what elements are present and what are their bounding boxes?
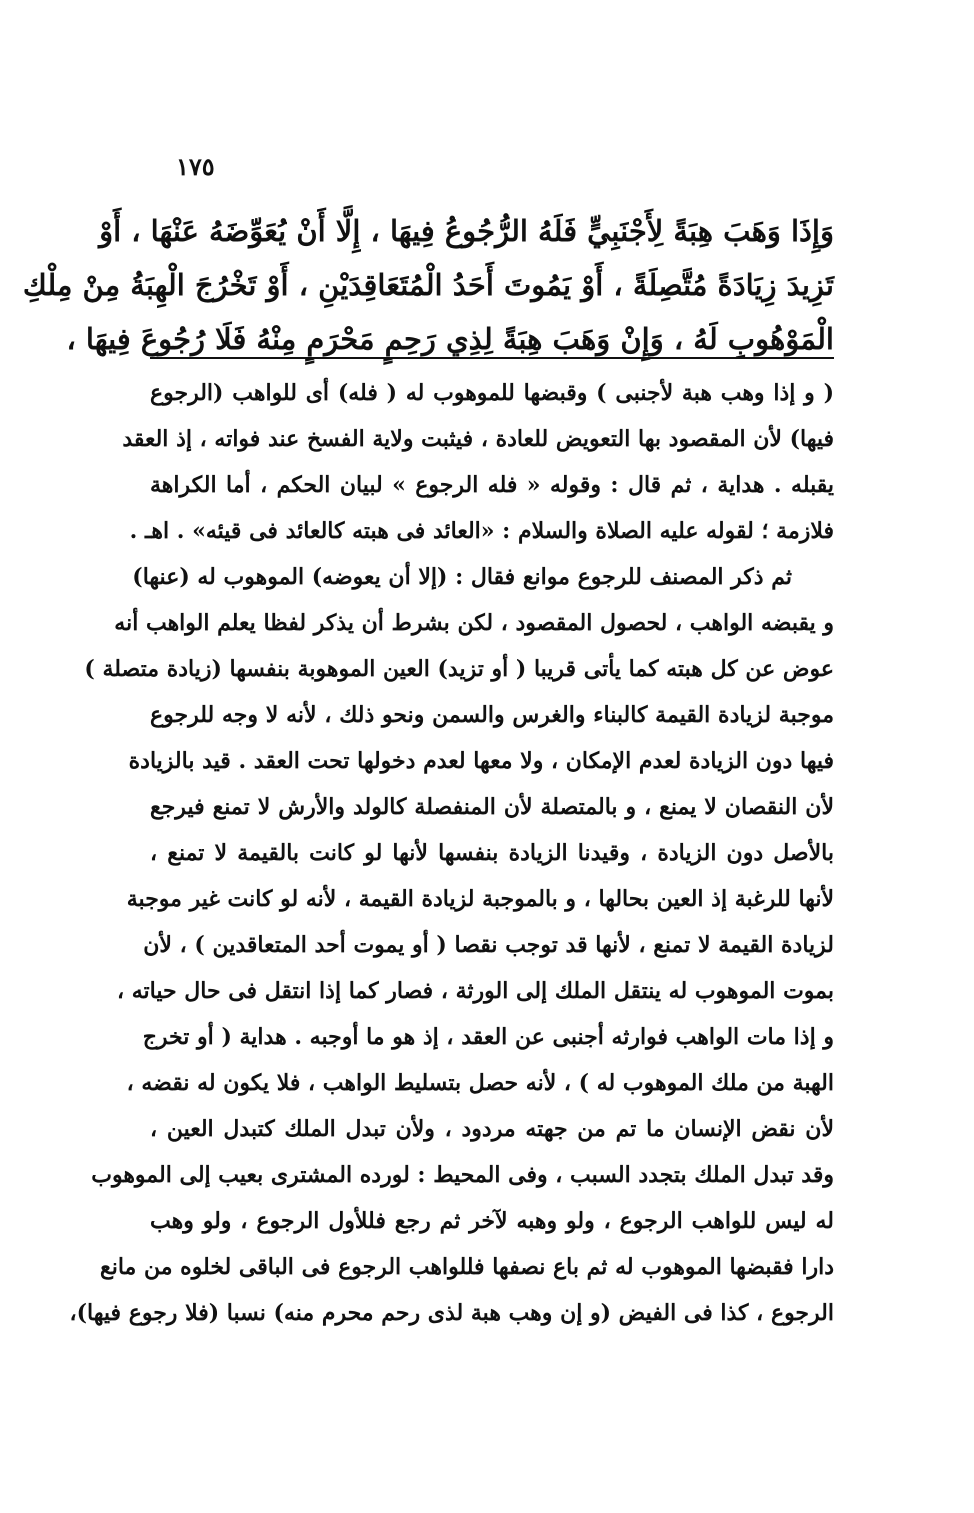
main-text-line: تَزِيدَ زِيَادَةً مُتَّصِلَةً ، أَوْ يَمُوتَ أَحَدُ الْمُتَعَاقِدَيْنِ ، أَوْ تَخْرُجَ الْهِبَةُ مِنْ مِلْكِ	[22, 268, 834, 302]
commentary-line: دارا فقبضها الموهوب له ثم باع نصفها فللواهب الرجوع فى الباقى لخلوه من مانع	[100, 1254, 834, 1280]
commentary-line: له ليس للواهب الرجوع ، ولو وهبه لآخر ثم رجع فللأول الرجوع ، ولو وهب	[150, 1208, 834, 1234]
commentary-line: و يقبضه الواهب ، لحصول المقصود ، لكن بشرط أن يذكر لفظا يعلم الواهب أنه	[114, 610, 834, 636]
main-text-line: الْمَوْهُوبِ لَهُ ، وَإِنْ وَهَبَ هِبَةً لِذِي رَحِمٍ مَحْرَمٍ مِنْهُ فَلَا رُجُوعَ فِيهَا ،	[66, 322, 834, 356]
commentary-line: يقبله . هداية ، ثم قال : وقوله « فله الرجوع » لبيان الحكم ، أما الكراهة	[150, 472, 834, 498]
commentary-line: فلازمة ؛ لقوله عليه الصلاة والسلام : «العائد فى هبته كالعائد فى قيئه» . اهـ .	[129, 518, 834, 544]
commentary-line: لأن نقض الإنسان ما تم من جهته مردود ، ولأن تبدل الملك كتبدل العين ،	[150, 1116, 834, 1142]
commentary-line: لزيادة القيمة لا تمنع ، لأنها قد توجب نقصا ( أو يموت أحد المتعاقدين ) ، لأن	[143, 932, 834, 958]
commentary-line: فيها دون الزيادة لعدم الإمكان ، ولا معها لعدم دخولها تحت العقد . قيد بالزيادة	[128, 748, 834, 774]
commentary-line: لأن النقصان لا يمنع ، و بالمتصلة لأن المنفصلة كالولد والأرش لا تمنع فيرجع	[150, 794, 834, 820]
commentary-line: بموت الموهوب له ينتقل الملك إلى الورثة ، فصار كما إذا انتقل فى حال حياته ،	[116, 978, 834, 1004]
commentary-line: ثم ذكر المصنف للرجوع موانع فقال : (إلا أن يعوضه) الموهوب له (عنها)	[132, 564, 792, 590]
commentary-line: موجبة لزيادة القيمة كالبناء والغرس والسمن ونحو ذلك ، لأنه لا وجه للرجوع	[150, 702, 834, 728]
commentary-line: عوض عن كل هبته كما يأتى قريبا ( أو تزيد) العين الموهوبة بنفسها (زيادة متصلة )	[84, 656, 834, 682]
commentary-line: الرجوع ، كذا فى الفيض (و إن وهب هبة لذى رحم محرم منه) نسبا (فلا رجوع فيها)،	[69, 1300, 834, 1326]
commentary-line: ( و إذا وهب هبة لأجنبى ) وقبضها للموهوب له ( فله) أى للواهب (الرجوع	[150, 380, 834, 406]
commentary-line: لأنها للرغبة إذ العين بحالها ، و بالموجبة لزيادة القيمة ، لأنه لو كانت غير موجبة	[126, 886, 834, 912]
text-divider-rule	[150, 357, 834, 359]
commentary-line: فيها) لأن المقصود بها التعويض للعادة ، فيثبت ولاية الفسخ عند فواته ، إذ العقد	[122, 426, 834, 452]
main-text-block	[22, 204, 834, 366]
commentary-line: وقد تبدل الملك بتجدد السبب ، وفى المحيط : لورده المشترى بعيب إلى الموهوب	[91, 1162, 834, 1188]
commentary-line: بالأصل دون الزيادة ، وقيدنا الزيادة بنفسها لأنها لو كانت بالقيمة لا تمنع ،	[150, 840, 834, 866]
commentary-line: و إذا مات الواهب فوارثه أجنبى عن العقد ، إذ هو ما أوجبه . هداية ( أو تخرج	[142, 1024, 834, 1050]
main-text-line: وَإِذَا وَهَبَ هِبَةً لِأَجْنَبِيٍّ فَلَهُ الرُّجُوعُ فِيهَا ، إِلَّا أَنْ يُعَوِّضَهُ عَنْهَا ، أَوْ	[99, 214, 834, 248]
commentary-line: الهبة من ملك الموهوب له ) ، لأنه حصل بتسليط الواهب ، فلا يكون له نقضه ،	[126, 1070, 834, 1096]
page-number: ١٧٥	[176, 152, 215, 181]
commentary-block	[69, 370, 834, 1336]
